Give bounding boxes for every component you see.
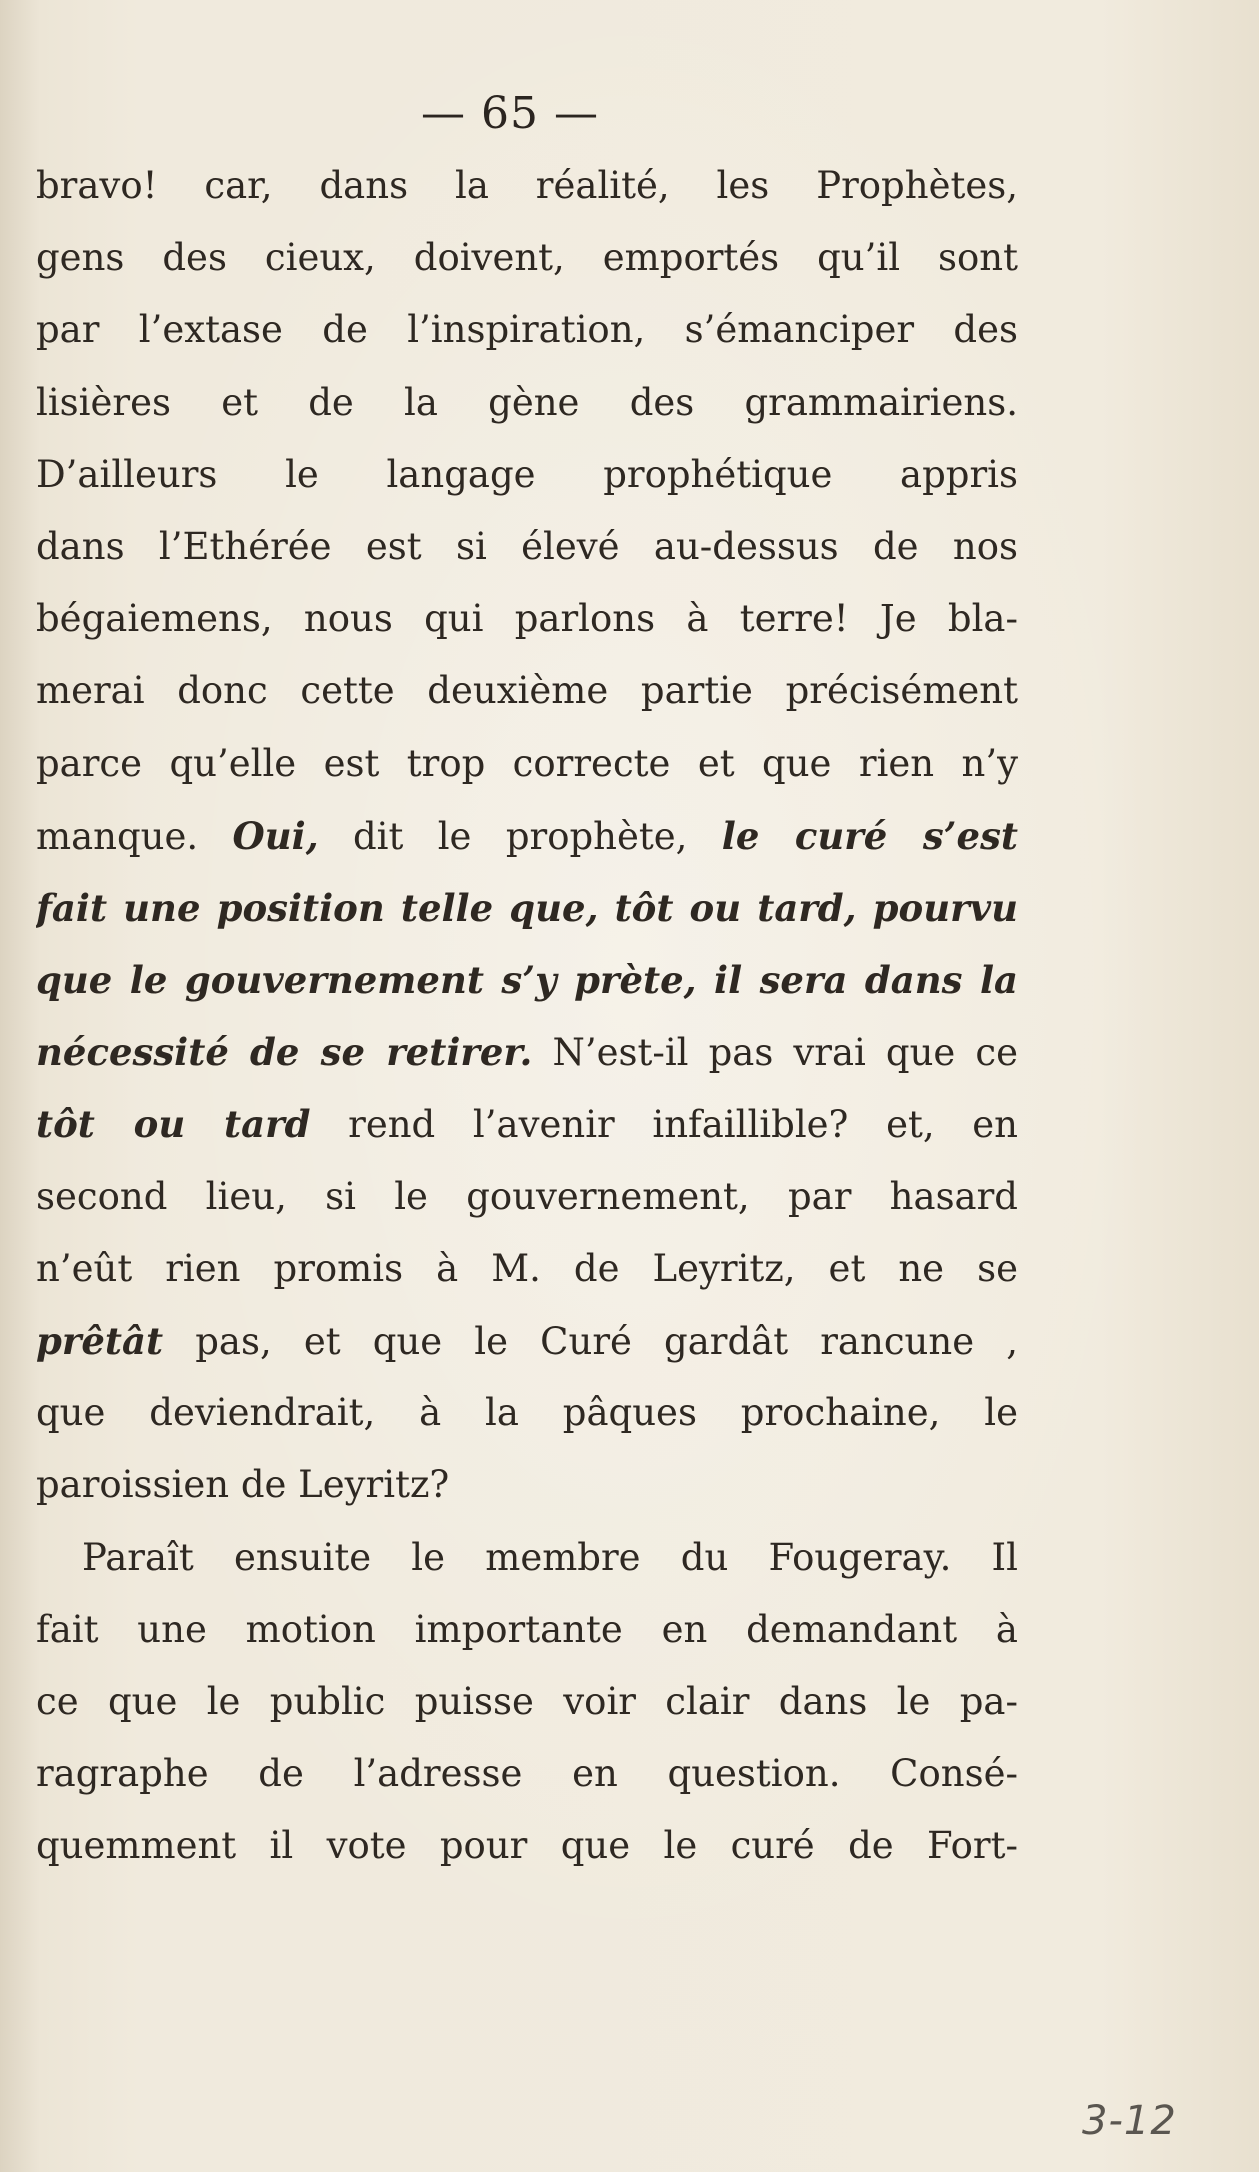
text-segment: paroissien de Leyritz? xyxy=(36,1463,450,1507)
text-segment: dans l’Ethérée est si élevé au-dessus de nos xyxy=(36,524,1018,568)
handwritten-annotation: 3-12 xyxy=(1082,2098,1177,2144)
text-segment: pas, et que le Curé gardât rancune , xyxy=(163,1320,1018,1363)
text-segment: dit le prophète, xyxy=(318,814,722,858)
text-line xyxy=(36,944,1018,1016)
text-line xyxy=(36,222,1018,294)
italic-text-segment: fait une position telle que, tôt ou tard, pourvu xyxy=(36,885,1018,930)
italic-text-segment: Oui, xyxy=(232,813,319,858)
text-line xyxy=(36,1305,1018,1377)
text-line xyxy=(36,511,1018,583)
text-segment: bravo! car, dans la réalité, les Prophètes, xyxy=(36,164,1018,207)
text-segment: quemment il vote pour que le curé de Fort- xyxy=(36,1824,1018,1868)
text-line xyxy=(36,1738,1018,1810)
text-line xyxy=(36,367,1018,439)
text-segment: D’ailleurs le langage prophétique appris xyxy=(36,452,1018,496)
text-line xyxy=(36,1449,1018,1521)
text-segment: N’est-il pas vrai que ce xyxy=(532,1031,1018,1075)
italic-text-segment: le curé s’est xyxy=(721,813,1018,858)
text-line xyxy=(36,1161,1018,1233)
text-segment: par l’extase de l’inspiration, s’émanciper des xyxy=(36,308,1018,352)
text-line xyxy=(36,294,1018,366)
text-line xyxy=(36,1016,1018,1088)
text-line xyxy=(36,728,1018,800)
text-line xyxy=(36,1088,1018,1160)
text-line xyxy=(36,872,1018,944)
text-line xyxy=(36,800,1018,872)
italic-text-segment: nécessité de se retirer. xyxy=(36,1030,533,1075)
text-line xyxy=(36,655,1018,727)
text-segment: ce que le public puisse voir clair dans le pa- xyxy=(36,1679,1018,1723)
text-line xyxy=(36,1377,1018,1449)
text-segment: parce qu’elle est trop correcte et que rien n’y xyxy=(36,741,1018,785)
page-number: — 65 — xyxy=(421,88,599,139)
text-line xyxy=(36,150,1018,222)
text-line xyxy=(36,1594,1018,1666)
text-segment: bégaiemens, nous qui parlons à terre! Je bla- xyxy=(36,597,1018,641)
text-segment: lisières et de la gène des grammairiens. xyxy=(36,380,1018,424)
text-line xyxy=(36,583,1018,655)
text-segment: second lieu, si le gouvernement, par hasard xyxy=(36,1174,1018,1218)
page-body-text xyxy=(36,150,1018,1883)
text-segment: n’eût rien promis à M. de Leyritz, et ne se xyxy=(36,1246,1018,1290)
text-segment: manque. xyxy=(36,814,233,858)
text-segment: rend l’avenir infaillible? et, en xyxy=(310,1103,1018,1147)
text-line xyxy=(36,439,1018,511)
text-segment: ragraphe de l’adresse en question. Consé- xyxy=(36,1752,1018,1796)
text-line xyxy=(36,1522,1018,1594)
text-segment: fait une motion importante en demandant à xyxy=(36,1607,1018,1651)
italic-text-segment: que le gouvernement s’y prète, il sera dans la xyxy=(36,958,1018,1003)
text-line xyxy=(36,1666,1018,1738)
text-segment: Paraît ensuite le membre du Fougeray. Il xyxy=(82,1535,1018,1579)
text-line xyxy=(36,1233,1018,1305)
italic-text-segment: tôt ou tard xyxy=(36,1102,311,1147)
text-segment: gens des cieux, doivent, emportés qu’il sont xyxy=(36,236,1018,280)
text-line xyxy=(36,1810,1018,1882)
italic-text-segment: prêtât xyxy=(36,1319,164,1363)
text-segment: que deviendrait, à la pâques prochaine, le xyxy=(36,1391,1018,1435)
text-segment: merai donc cette deuxième partie précisément xyxy=(36,669,1018,713)
